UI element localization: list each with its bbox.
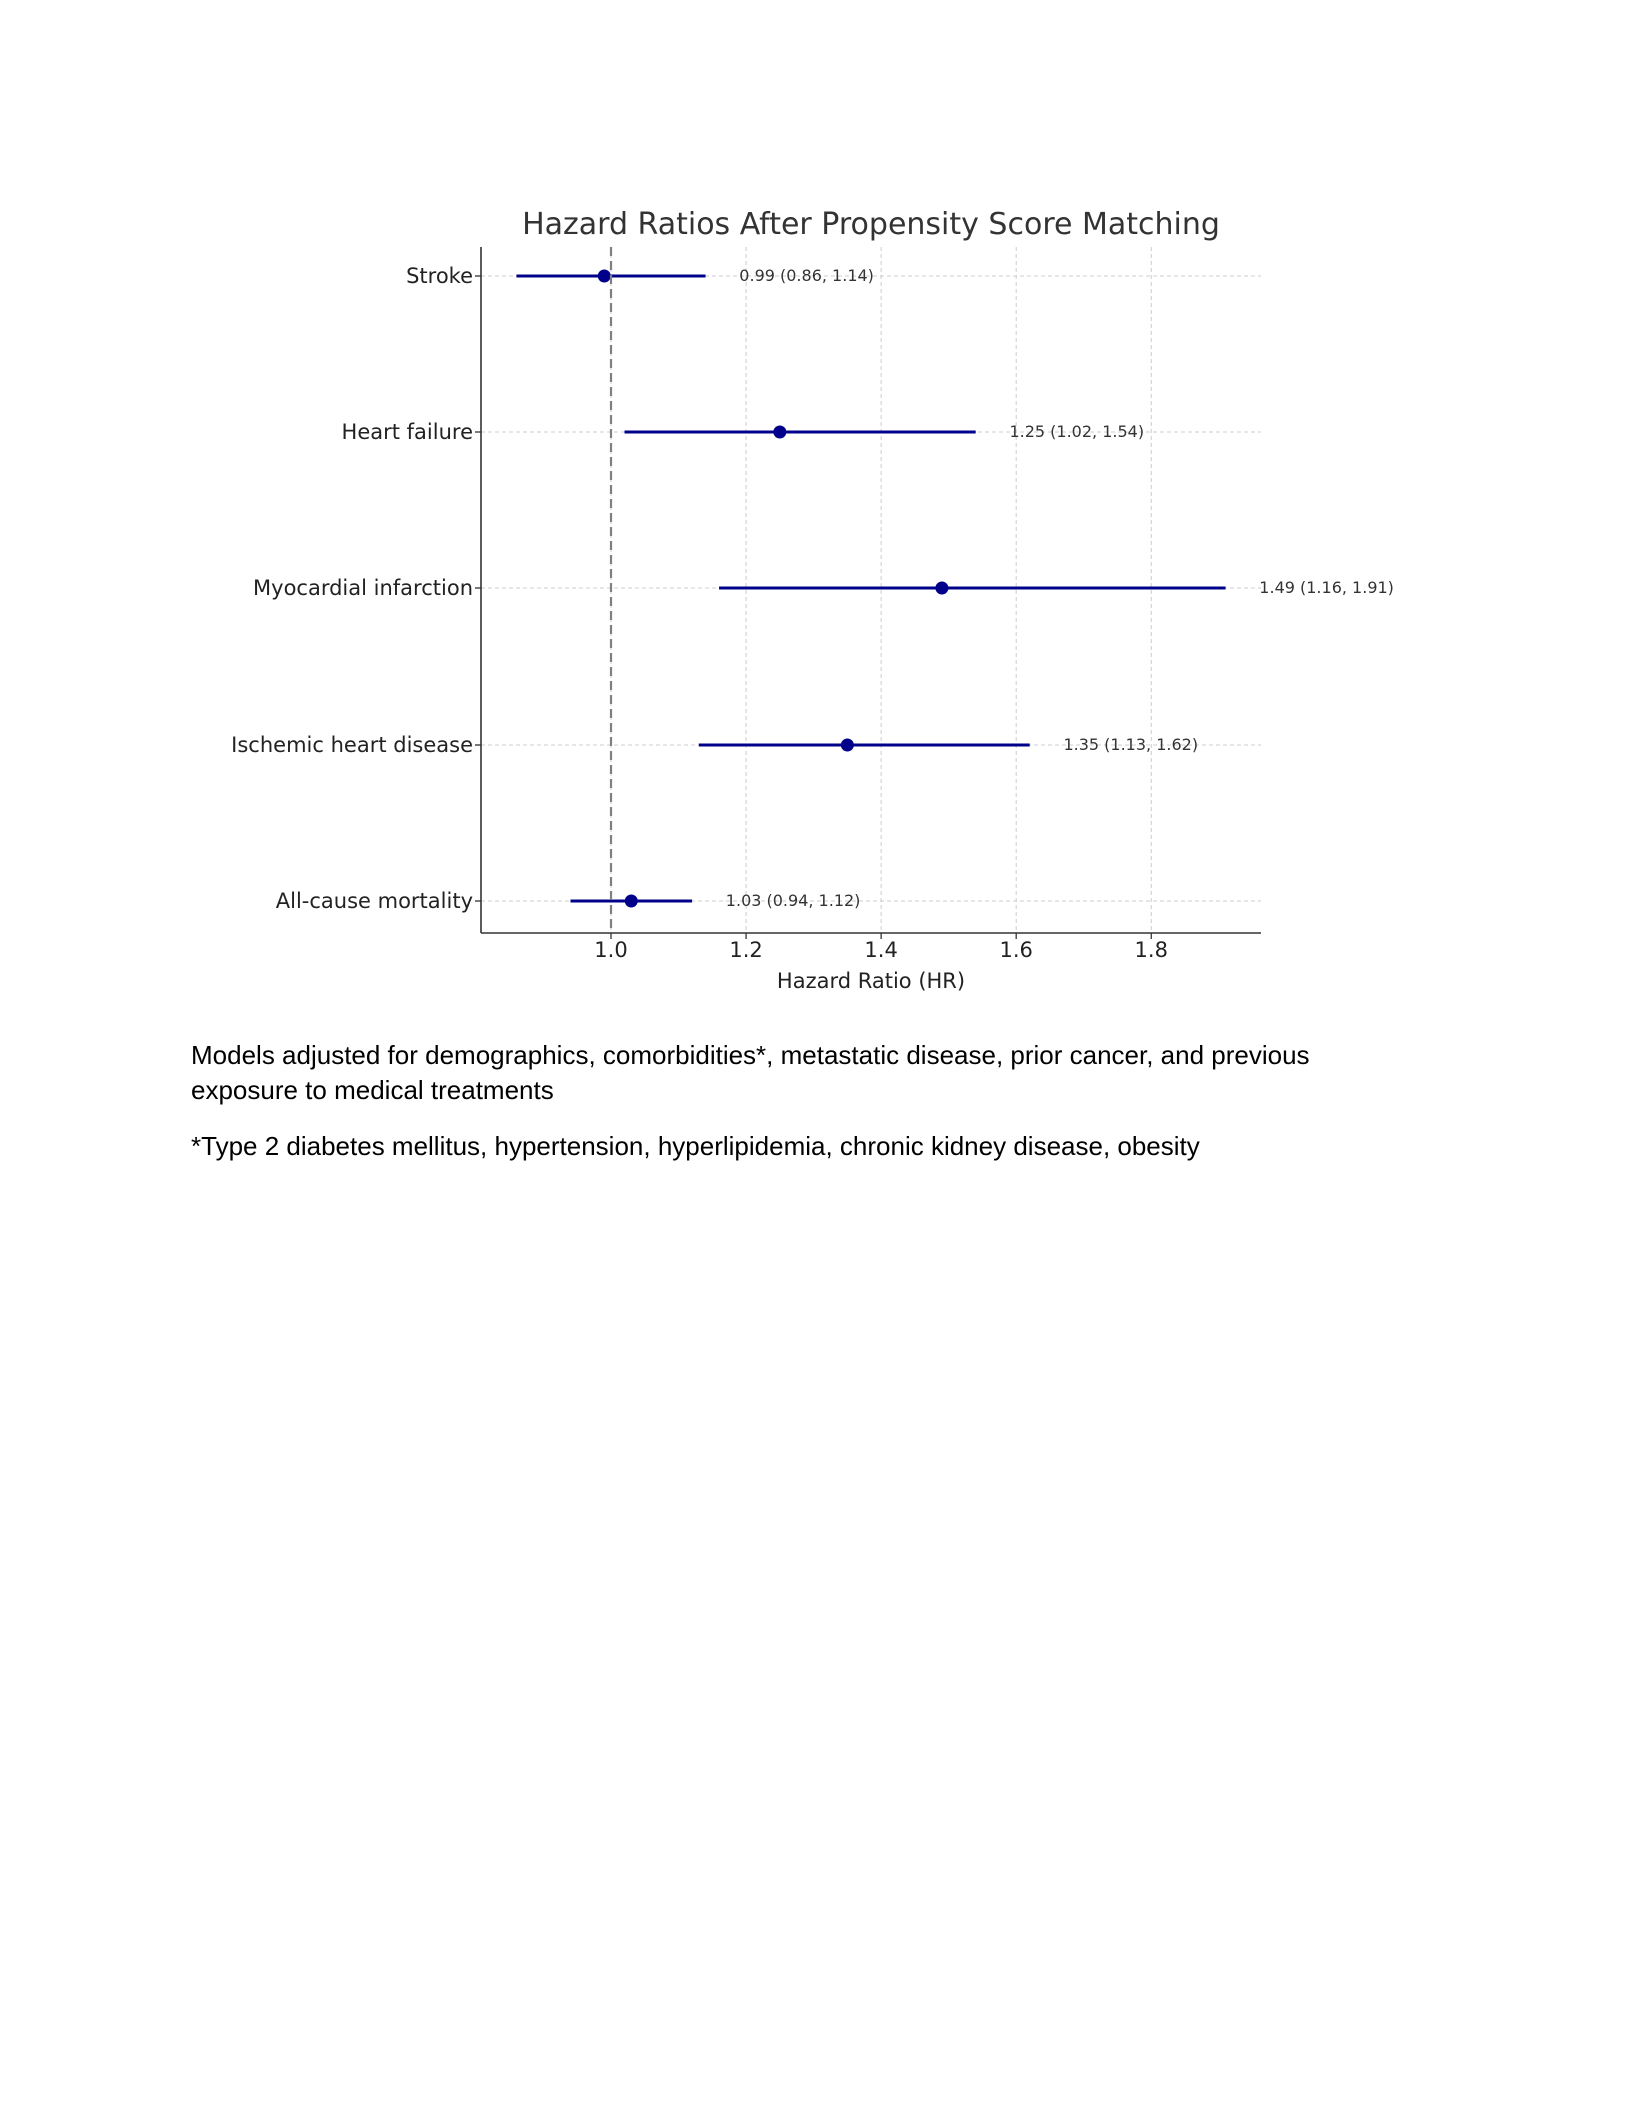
adjustment-note: Models adjusted for demographics, comorbidities*, metastatic disease, prior cancer, and previous exposure to medical treatments xyxy=(191,1040,1310,1105)
y-tick-label: Myocardial infarction xyxy=(253,576,473,600)
hazard-ratio-point xyxy=(625,895,638,908)
y-tick-label: All-cause mortality xyxy=(275,889,473,913)
x-axis-label: Hazard Ratio (HR) xyxy=(776,969,966,993)
data-label: 1.25 (1.02, 1.54) xyxy=(1009,422,1145,441)
data-label: 1.35 (1.13, 1.62) xyxy=(1063,735,1199,754)
hazard-ratio-point xyxy=(841,739,854,752)
hazard-ratio-point xyxy=(773,426,786,439)
hazard-ratio-point xyxy=(935,582,948,595)
data-label: 1.49 (1.16, 1.91) xyxy=(1259,578,1394,597)
x-tick-label: 1.2 xyxy=(729,938,763,962)
y-tick-label: Stroke xyxy=(406,264,473,288)
x-tick-label: 1.6 xyxy=(999,938,1033,962)
data-label: 0.99 (0.86, 1.14) xyxy=(739,266,874,285)
y-tick-label: Ischemic heart disease xyxy=(231,733,473,757)
x-tick-label: 1.8 xyxy=(1134,938,1168,962)
x-tick-label: 1.0 xyxy=(594,938,628,962)
x-tick-label: 1.4 xyxy=(864,938,898,962)
data-label: 1.03 (0.94, 1.12) xyxy=(725,891,861,910)
chart-title: Hazard Ratios After Propensity Score Matching xyxy=(522,207,1220,242)
hazard-ratio-point xyxy=(598,270,611,283)
comorbidities-note: *Type 2 diabetes mellitus, hypertension, hyperlipidemia, chronic kidney disease, obesity xyxy=(191,1131,1200,1161)
y-tick-label: Heart failure xyxy=(341,420,473,444)
